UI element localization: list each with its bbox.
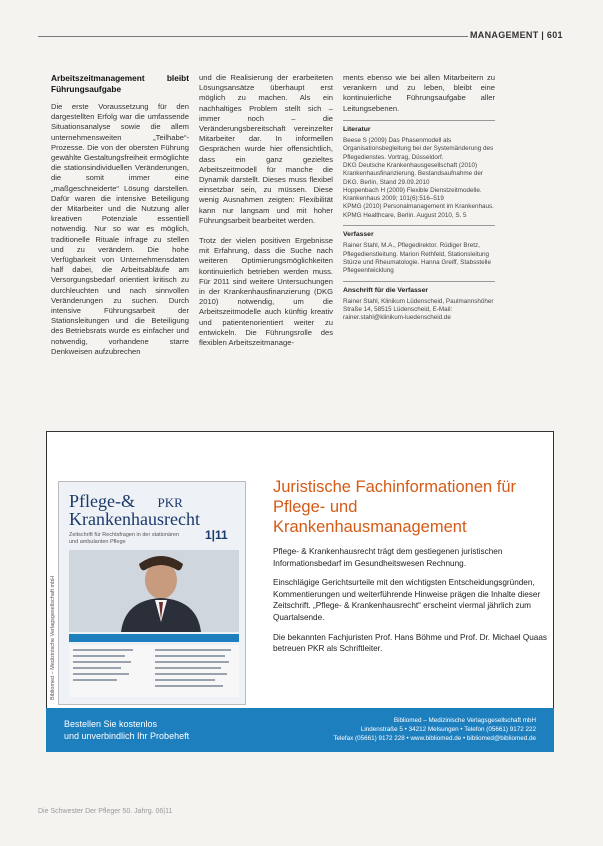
ad-footer-bar bbox=[46, 708, 554, 752]
magazine-cover bbox=[58, 481, 246, 705]
literature-heading: Literatur bbox=[343, 125, 371, 133]
cover-subtitle: Zeitschrift für Rechtsfragen in der stationären und ambulanten Pflege bbox=[69, 532, 180, 545]
column-1 bbox=[51, 73, 189, 357]
body-text: Die erste Voraussetzung für den dargestellten Erfolg war die umfassende Situationsanalyse sowie die allem unternehmensweiten „Teilhabe“-Prozesse. Die von der obersten Führung gewählte Gestaltungsfreiheit ermöglichte die stationsindividuellen Veränderungen, die somit immer eine „maßgeschneiderte“ Lösung darstellen. Dafür waren die intensive Beteiligung der Mitarbeiter und die Nutzung aller kreativen Potenziale essentiell notwendig. Nur so war es möglich, traditionelle Rituale infrage zu stellen und zu verändern. Die hohe Verfügbarkeit von Unternehmensdaten half dabei, die Arbeitsabläufe am Versorgungsbedarf orientiert kritisch zu durchleuchten und nach sinnvollen Veränderungen zu suchen. Durch intensive Führungsarbeit der Stationsleitungen und die Beteiligung des Betriebsrats wurde es einfacher und notwendig, vorhandene starre Denkweisen aufzubrechen bbox=[51, 102, 189, 356]
body-text: ments ebenso wie bei allen Mitarbeitern zu verankern und zu leben, bleibt eine kontinuierliche Führungsaufgabe aller Leitungsebenen. bbox=[343, 73, 495, 113]
logo-line1: Pflege-& bbox=[69, 491, 135, 511]
cover-contents bbox=[69, 645, 239, 697]
publisher-contact: Telefax (05661) 9172 228 • www.bibliomed.de • bibliomed@bibliomed.de bbox=[333, 735, 536, 742]
vertical-publisher-note: Bibliomed – Medizinische Verlagsgesellschaft mbH bbox=[50, 575, 56, 700]
authors-text: Rainer Stahl, M.A., Pflegedirektor. Rüdiger Bretz, Pflegedienstleitung. Marion Rethfeld, Stationsleitung Stürze und Rheumatologie. Hanna Greiff, Stabsstelle Pflegeentwicklung bbox=[343, 242, 491, 275]
cover-photo bbox=[69, 550, 239, 632]
logo-pkr: PKR bbox=[157, 495, 183, 510]
ad-paragraph: Einschlägige Gerichtsurteile mit den wichtigsten Entscheidungsgründen, Kommentierungen und weiterführende Hinweise prägen die Inhalte dieser Zeitschrift. „Pflege- & Krankenhausrecht“ erscheint viermal jährlich zum Quartalsende. bbox=[273, 578, 541, 622]
logo-line2: Krankenhausrecht bbox=[69, 509, 200, 529]
ad-body bbox=[273, 546, 548, 663]
authors-heading: Verfasser bbox=[343, 231, 374, 239]
publisher-name: Bibliomed – Medizinische Verlagsgesellschaft mbH bbox=[393, 717, 536, 724]
literature-item: KPMG (2010) Personalmanagement im Krankenhaus. KPMG Healthcare, Berlin. August 2010, S. 5 bbox=[343, 203, 494, 219]
body-text: Trotz der vielen positiven Ergebnisse mit Erfahrung, dass die Suche nach weiteren Optimierungsmöglichkeiten kontinuierlich betrieben werden muss. Für 2011 sind weitere Untersuchungen in der Krankenhausfinanzierung (DKG 2010) notwendig, um die Arbeitszeitmodelle auch künftig kreativ und patientenorientiert weiter zu entwickeln. Die Führungsrolle des flexiblen Arbeitszeitmanage- bbox=[199, 236, 333, 348]
order-cta-line1: Bestellen Sie kostenlos bbox=[64, 719, 158, 729]
literature-item: Hoppenbach H (2009) Flexible Dienstzeitmodelle. Krankenhaus 2009; 101(6):516–519 bbox=[343, 186, 482, 203]
column-3 bbox=[343, 73, 495, 323]
order-cta-line2: und unverbindlich Ihr Probeheft bbox=[64, 731, 190, 741]
contact-text: Rainer Stahl, Klinikum Lüdenscheid, Paulmannshöher Straße 14, 58515 Lüdenscheid, E-Mail: rainer.stahl@klinikum-luedenscheid.de bbox=[343, 297, 494, 322]
header-rule bbox=[38, 36, 468, 37]
ad-title: Juristische Fachinformationen für Pflege- und Krankenhausmanagement bbox=[273, 478, 517, 536]
literature-box bbox=[343, 120, 495, 323]
literature-item: DKG Deutsche Krankenhausgesellschaft (2010) Krankenhausfinanzierung. Bestandsaufnahme der DKG. Berlin, Stand 29.09.2010 bbox=[343, 162, 484, 186]
section-header: MANAGEMENT | 601 bbox=[470, 30, 563, 40]
cover-band bbox=[69, 634, 239, 642]
body-text: und die Realisierung der erarbeiteten Lösungsansätze überhaupt erst möglich zu machen. Als ein nachhaltiges Problem stellt sich – immer noch – die Veränderungsbereitschaft vereinzelter Mitarbeiter dar. In informellen Gesprächen wurde hier offensichtlich, dass ein ganz gezieltes Arbeitszeitmodell für manche die Dynamik darstellt. Dieses muss flexibel einsetzbar sein, zu müssen. Diese wenig Ausnahmen zeigten: Flexibilität kann nur langsam und mit hoher Führungsarbeit bearbeitet werden. bbox=[199, 73, 333, 225]
publisher-address: Lindenstraße 5 • 34212 Melsungen • Telefon (05661) 9172 222 bbox=[360, 726, 536, 733]
ad-paragraph: Pflege- & Krankenhausrecht trägt dem gestiegenen juristischen Informationsbedarf im Gesundheitswesen Rechnung. bbox=[273, 547, 503, 568]
page-footer: Die Schwester Der Pfleger 50. Jahrg. 06|11 bbox=[38, 808, 173, 815]
literature-item: Beese S (2009) Das Phasenmodell als Organisationsbegleitung bei der Systemänderung des Pflegedienstes. Vortrag, Düsseldorf. bbox=[343, 137, 494, 161]
section-heading: Arbeitszeitmanagement bleibt Führungsaufgabe bbox=[51, 73, 189, 94]
issue-number: 1|11 bbox=[205, 528, 228, 542]
column-2 bbox=[199, 73, 333, 348]
ad-paragraph: Die bekannten Fachjuristen Prof. Hans Böhme und Prof. Dr. Michael Quaas betreuen PKR als Schriftleiter. bbox=[273, 632, 547, 654]
contact-heading: Anschrift für die Verfasser bbox=[343, 286, 428, 294]
